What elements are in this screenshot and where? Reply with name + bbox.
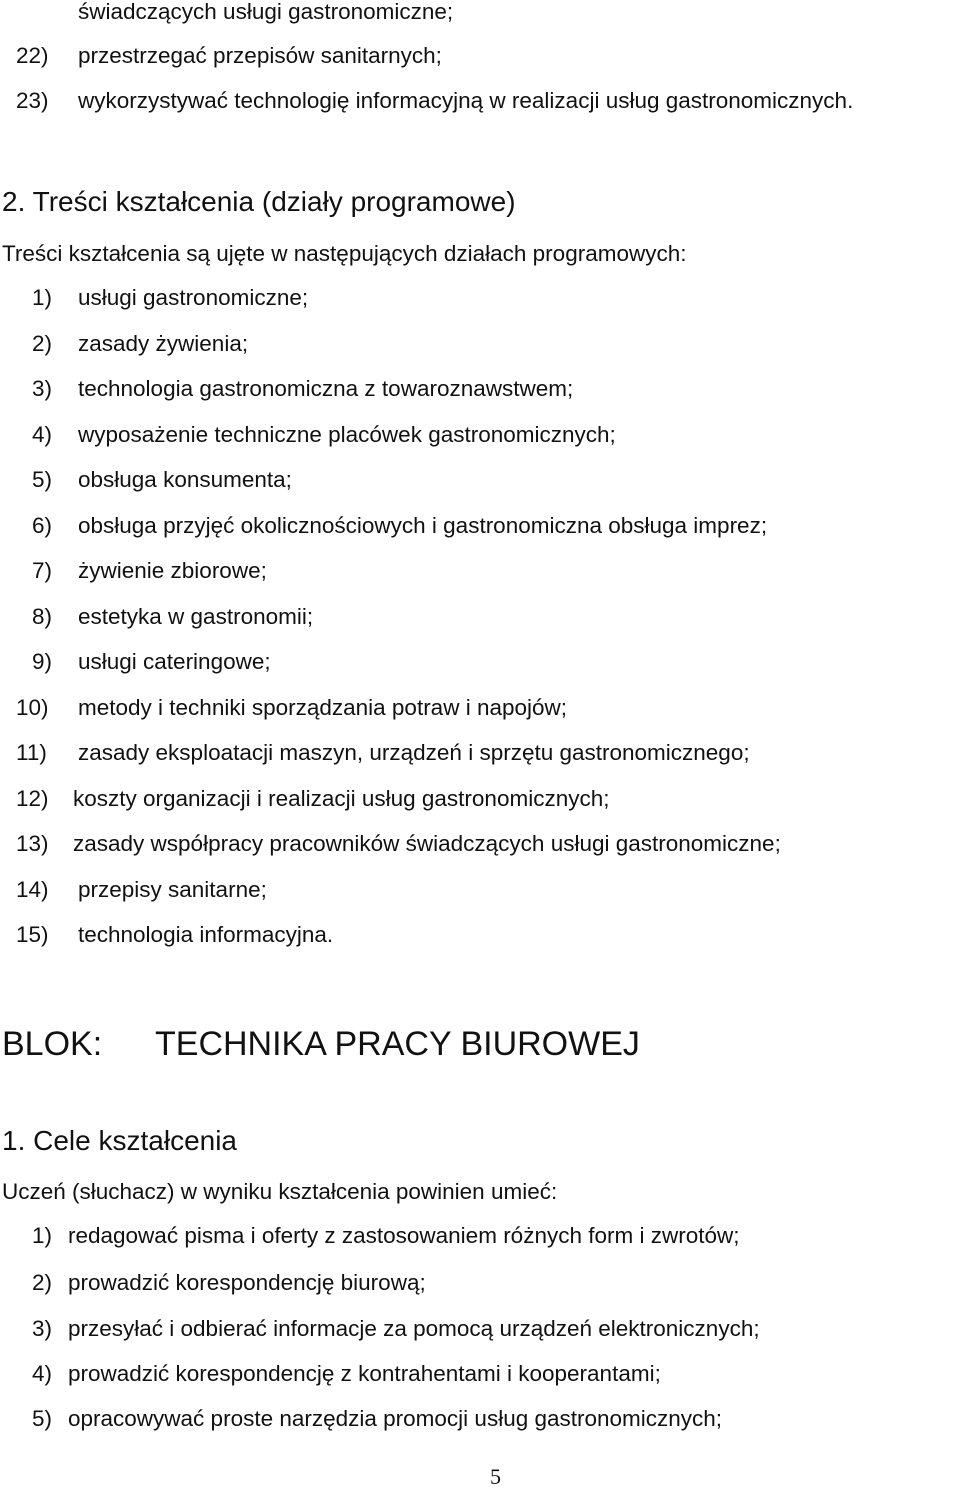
- list-item-number: 6): [32, 513, 53, 538]
- list-item-text: obsługa przyjęć okolicznościowych i gastronomiczna obsługa imprez;: [78, 513, 768, 538]
- list-item-text: obsługa konsumenta;: [78, 467, 292, 492]
- list-item-text: usługi gastronomiczne;: [78, 285, 309, 310]
- list-item-number: 3): [32, 376, 53, 401]
- list-item-number: 5): [32, 1406, 53, 1431]
- list-item-text: zasady żywienia;: [78, 331, 249, 356]
- list-item-text: wyposażenie techniczne placówek gastronomicznych;: [78, 422, 616, 447]
- list-item-number: 1): [32, 1223, 53, 1248]
- list-item-continuation: świadczących usługi gastronomiczne;: [78, 0, 454, 24]
- list-item-number: 13): [16, 831, 49, 856]
- list-item-text: estetyka w gastronomii;: [78, 604, 314, 629]
- list-item-number: 2): [32, 1270, 53, 1295]
- section-heading: 1. Cele kształcenia: [2, 1125, 238, 1156]
- list-item-text: przesyłać i odbierać informacje za pomocą urządzeń elektronicznych;: [68, 1316, 760, 1341]
- section-intro: Uczeń (słuchacz) w wyniku kształcenia powinien umieć:: [2, 1179, 558, 1204]
- list-item-number: 11): [16, 740, 47, 765]
- list-item-text: wykorzystywać technologię informacyjną w realizacji usług gastronomicznych.: [78, 88, 854, 113]
- list-item-number: 7): [32, 558, 53, 583]
- list-item-text: zasady współpracy pracowników świadczących usługi gastronomiczne;: [73, 831, 781, 856]
- list-item-number: 12): [16, 786, 49, 811]
- list-item-number: 9): [32, 649, 53, 674]
- block-title: TECHNIKA PRACY BIUROWEJ: [155, 1025, 640, 1063]
- list-item-text: zasady eksploatacji maszyn, urządzeń i sprzętu gastronomicznego;: [78, 740, 750, 765]
- section-heading: 2. Treści kształcenia (działy programowe): [2, 186, 516, 217]
- list-item-number: 1): [32, 285, 53, 310]
- list-item-number: 23): [16, 88, 49, 113]
- list-item-text: koszty organizacji i realizacji usług gastronomicznych;: [73, 786, 610, 811]
- list-item-number: 10): [16, 695, 49, 720]
- section-intro: Treści kształcenia są ujęte w następujących działach programowych:: [2, 241, 687, 266]
- list-item-text: przestrzegać przepisów sanitarnych;: [78, 43, 442, 68]
- list-item-number: 15): [16, 922, 49, 947]
- list-item-text: technologia informacyjna.: [78, 922, 334, 947]
- list-item-text: opracowywać proste narzędzia promocji usług gastronomicznych;: [68, 1406, 723, 1431]
- list-item-number: 2): [32, 331, 53, 356]
- list-item-text: technologia gastronomiczna z towaroznawstwem;: [78, 376, 574, 401]
- list-item-text: prowadzić korespondencję biurową;: [68, 1270, 426, 1295]
- list-item-text: metody i techniki sporządzania potraw i napojów;: [78, 695, 568, 720]
- list-item-text: przepisy sanitarne;: [78, 877, 267, 902]
- list-item-number: 22): [16, 43, 49, 68]
- list-item-number: 3): [32, 1316, 53, 1341]
- list-item-text: redagować pisma i oferty z zastosowaniem różnych form i zwrotów;: [68, 1223, 740, 1248]
- list-item-number: 4): [32, 1361, 53, 1386]
- block-label: BLOK:: [2, 1025, 103, 1063]
- list-item-number: 14): [16, 877, 49, 902]
- list-item-text: żywienie zbiorowe;: [78, 558, 267, 583]
- list-item-number: 5): [32, 467, 53, 492]
- list-item-text: usługi cateringowe;: [78, 649, 271, 674]
- list-item-number: 8): [32, 604, 53, 629]
- page-number: 5: [490, 1464, 501, 1489]
- list-item-text: prowadzić korespondencję z kontrahentami i kooperantami;: [68, 1361, 661, 1386]
- list-item-number: 4): [32, 422, 53, 447]
